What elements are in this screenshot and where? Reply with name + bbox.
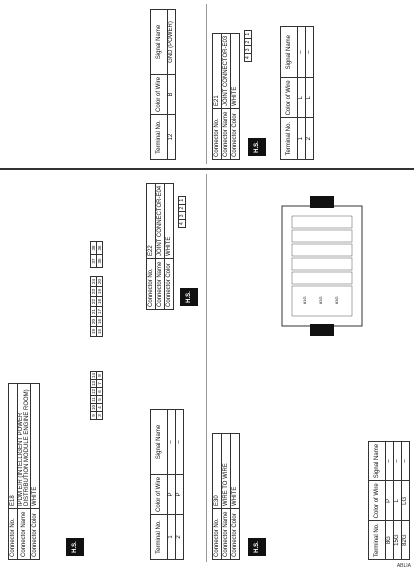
e21-pin-box (244, 30, 252, 62)
pin: 3 (179, 211, 185, 219)
connector-name: JOINT CONNECTOR-E04 (156, 183, 165, 258)
connector-name: JOINT CONNECTOR-E03 (222, 33, 231, 108)
pin: 2 (245, 38, 251, 46)
table-row: 1 L – (298, 27, 306, 160)
terminal-no-header: Terminal No. (151, 115, 168, 160)
connector-color: WHITE (165, 183, 174, 258)
connector-name-label: Connector Name (222, 509, 231, 560)
connector-no-label: Connector No. (9, 509, 18, 560)
e21-connector-info (212, 33, 240, 160)
connector-color: WHITE (31, 384, 40, 509)
section-divider (0, 168, 414, 170)
e22-terminal-table (150, 409, 184, 560)
table-row: 12 B GND (POWER) (168, 9, 176, 159)
connector-name: WIRE TO WIRE (222, 434, 231, 509)
table-row: 1 P – (168, 409, 176, 559)
connector-color: WHITE (231, 33, 240, 108)
signal-name-header: Signal Name (151, 9, 168, 74)
wire-color-header: Color of Wire (151, 474, 168, 514)
pin: 3 (245, 45, 251, 53)
wire-color-header: Color of Wire (281, 78, 298, 118)
connector-no-label: Connector No. (213, 109, 222, 160)
pin-block: 9 10 11 12 13 14 3 4 5 6 7 8 (90, 371, 103, 420)
connector-color: WHITE (231, 434, 240, 509)
connector-no-label: Connector No. (213, 509, 222, 560)
e30-terminal-table (368, 441, 410, 560)
connector-no: E30 (213, 434, 222, 509)
connector-latch (310, 196, 334, 208)
e18-pin-grid (90, 241, 103, 420)
signal-name-header: Signal Name (369, 441, 386, 480)
table-row: 82G LG – (402, 441, 410, 559)
terminal-no-header: Terminal No. (281, 118, 298, 160)
hs-icon: H.S. (248, 538, 266, 556)
hs-icon: H.S. (248, 138, 266, 156)
table-row: 2 P – (176, 409, 184, 559)
column-divider (206, 174, 207, 562)
pin-label: 83G (334, 296, 339, 304)
table-row: 2 L – (306, 27, 314, 160)
e30-connector-info (212, 433, 240, 560)
pin: 1 (179, 198, 185, 202)
connector-no: E22 (147, 183, 156, 258)
e18-connector-info (8, 383, 40, 560)
pin-label: 82G (318, 296, 323, 304)
pin-label: 81G (302, 296, 307, 304)
terminal-no-header: Terminal No. (151, 515, 168, 560)
terminal-no-header: Terminal No. (369, 521, 386, 560)
pin-block-large: 37 38 35 36 (90, 241, 103, 268)
wire-color-header: Color of Wire (369, 481, 386, 521)
table-row: 8G P – (386, 441, 394, 559)
connector-name-label: Connector Name (156, 259, 165, 310)
connector-color-label: Connector Color (165, 259, 174, 310)
pin: 1 (245, 32, 251, 36)
connector-name-label: Connector Name (222, 109, 231, 160)
table-row: 15G L – (394, 441, 402, 559)
column-divider (206, 4, 207, 164)
hs-icon: H.S. (66, 538, 84, 556)
pin: 4 (245, 53, 251, 61)
connector-no: E18 (9, 384, 18, 509)
pin: 2 (179, 204, 185, 212)
pin: 4 (179, 219, 185, 227)
signal-name-header: Signal Name (151, 409, 168, 474)
e30-connector-graphic (276, 196, 368, 336)
hs-icon: H.S. (180, 288, 198, 306)
e18-terminal-table (150, 9, 176, 160)
pin-block: 19 20 21 22 23 24 15 16 17 18 19 20 (90, 276, 103, 337)
connector-color-label: Connector Color (31, 509, 40, 560)
connector-color-label: Connector Color (231, 509, 240, 560)
connector-name-label: Connector Name (18, 509, 31, 560)
connector-no-label: Connector No. (147, 259, 156, 310)
connector-no: E21 (213, 33, 222, 108)
figure-code: ABLIA (396, 563, 411, 569)
connector-name: IPDM E/R (INTELLIGENT POWER DISTRIBUTION MODULE ENGINE ROOM) (18, 384, 31, 509)
e22-connector-info (146, 183, 174, 310)
e21-terminal-table (280, 26, 314, 160)
connector-latch (310, 324, 334, 336)
signal-name-header: Signal Name (281, 27, 298, 78)
connector-color-label: Connector Color (231, 109, 240, 160)
wire-color-header: Color of Wire (151, 74, 168, 114)
e22-pin-box (178, 196, 186, 228)
